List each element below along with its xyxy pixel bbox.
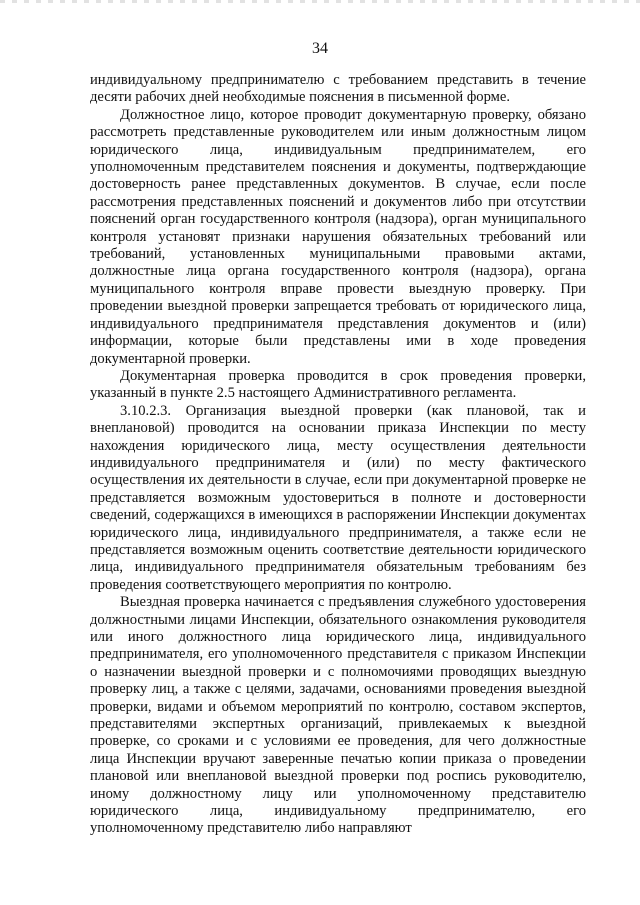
paragraph-2: Должностное лицо, которое проводит документарную проверку, обязано рассмотреть представленные руководителем или иным должностным лицом юридического лица, индивидуальным предпринимателем, его уполномоченным представителем пояснения и документы, подтверждающие достоверность ранее представленных документов. В случае, если после рассмотрения представленных пояснений и документов либо при отсутствии пояснений орган государственного контроля (надзора), орган муниципального контроля установят признаки нарушения обязательных требований или требований, установленных муниципальными правовыми актами, должностные лица органа государственного контроля (надзора), органа муниципального контроля вправе провести выездную проверку. При проведении выездной проверки запрещается требовать от юридического лица, индивидуального предпринимателя представления документов и (или) информации, которые были представлены ими в ходе проведения документарной проверки. xyxy=(90,106,586,367)
scan-edge-marks xyxy=(0,0,640,3)
paragraph-3: Документарная проверка проводится в срок проведения проверки, указанный в пункте 2.5 настоящего Административного регламента. xyxy=(90,367,586,402)
page-number: 34 xyxy=(312,40,328,57)
paragraph-4: 3.10.2.3. Организация выездной проверки (как плановой, так и внеплановой) проводится на основании приказа Инспекции по месту нахождения юридического лица, месту осуществления деятельности индивидуального предпринимателя и (или) по месту фактического осуществления их деятельности в случае, если при документарной проверке не представляется возможным удостовериться в полноте и достоверности сведений, содержащихся в имеющихся в распоряжении Инспекции документах юридического лица, индивидуального предпринимателя, а также если не представляется возможным оценить соответствие деятельности юридического лица, индивидуального предпринимателя обязательным требованиям без проведения соответствующего мероприятия по контролю. xyxy=(90,402,586,593)
paragraph-5: Выездная проверка начинается с предъявления служебного удостоверения должностными лицами Инспекции, обязательного ознакомления руководителя или иного должностного лица юридического лица, индивидуального предпринимателя, его уполномоченного представителя с приказом Инспекции о назначении выездной проверки и с полномочиями проводящих выездную проверку лиц, а также с целями, задачами, основаниями проведения выездной проверки, видами и объемом мероприятий по контролю, составом экспертов, представителями экспертных организаций, привлекаемых к выездной проверке, со сроками и с условиями ее проведения, для чего должностные лица Инспекции вручают заверенные печатью копии приказа о проведении плановой или внеплановой выездной проверки под роспись руководителю, иному должностному лицу или уполномоченному представителю юридического лица, индивидуальному предпринимателю, его уполномоченному представителю либо направляют xyxy=(90,594,586,837)
paragraph-1: индивидуальному предпринимателю с требованием представить в течение десяти рабочих дней необходимые пояснения в письменной форме. xyxy=(90,72,586,106)
document-body xyxy=(90,72,586,838)
